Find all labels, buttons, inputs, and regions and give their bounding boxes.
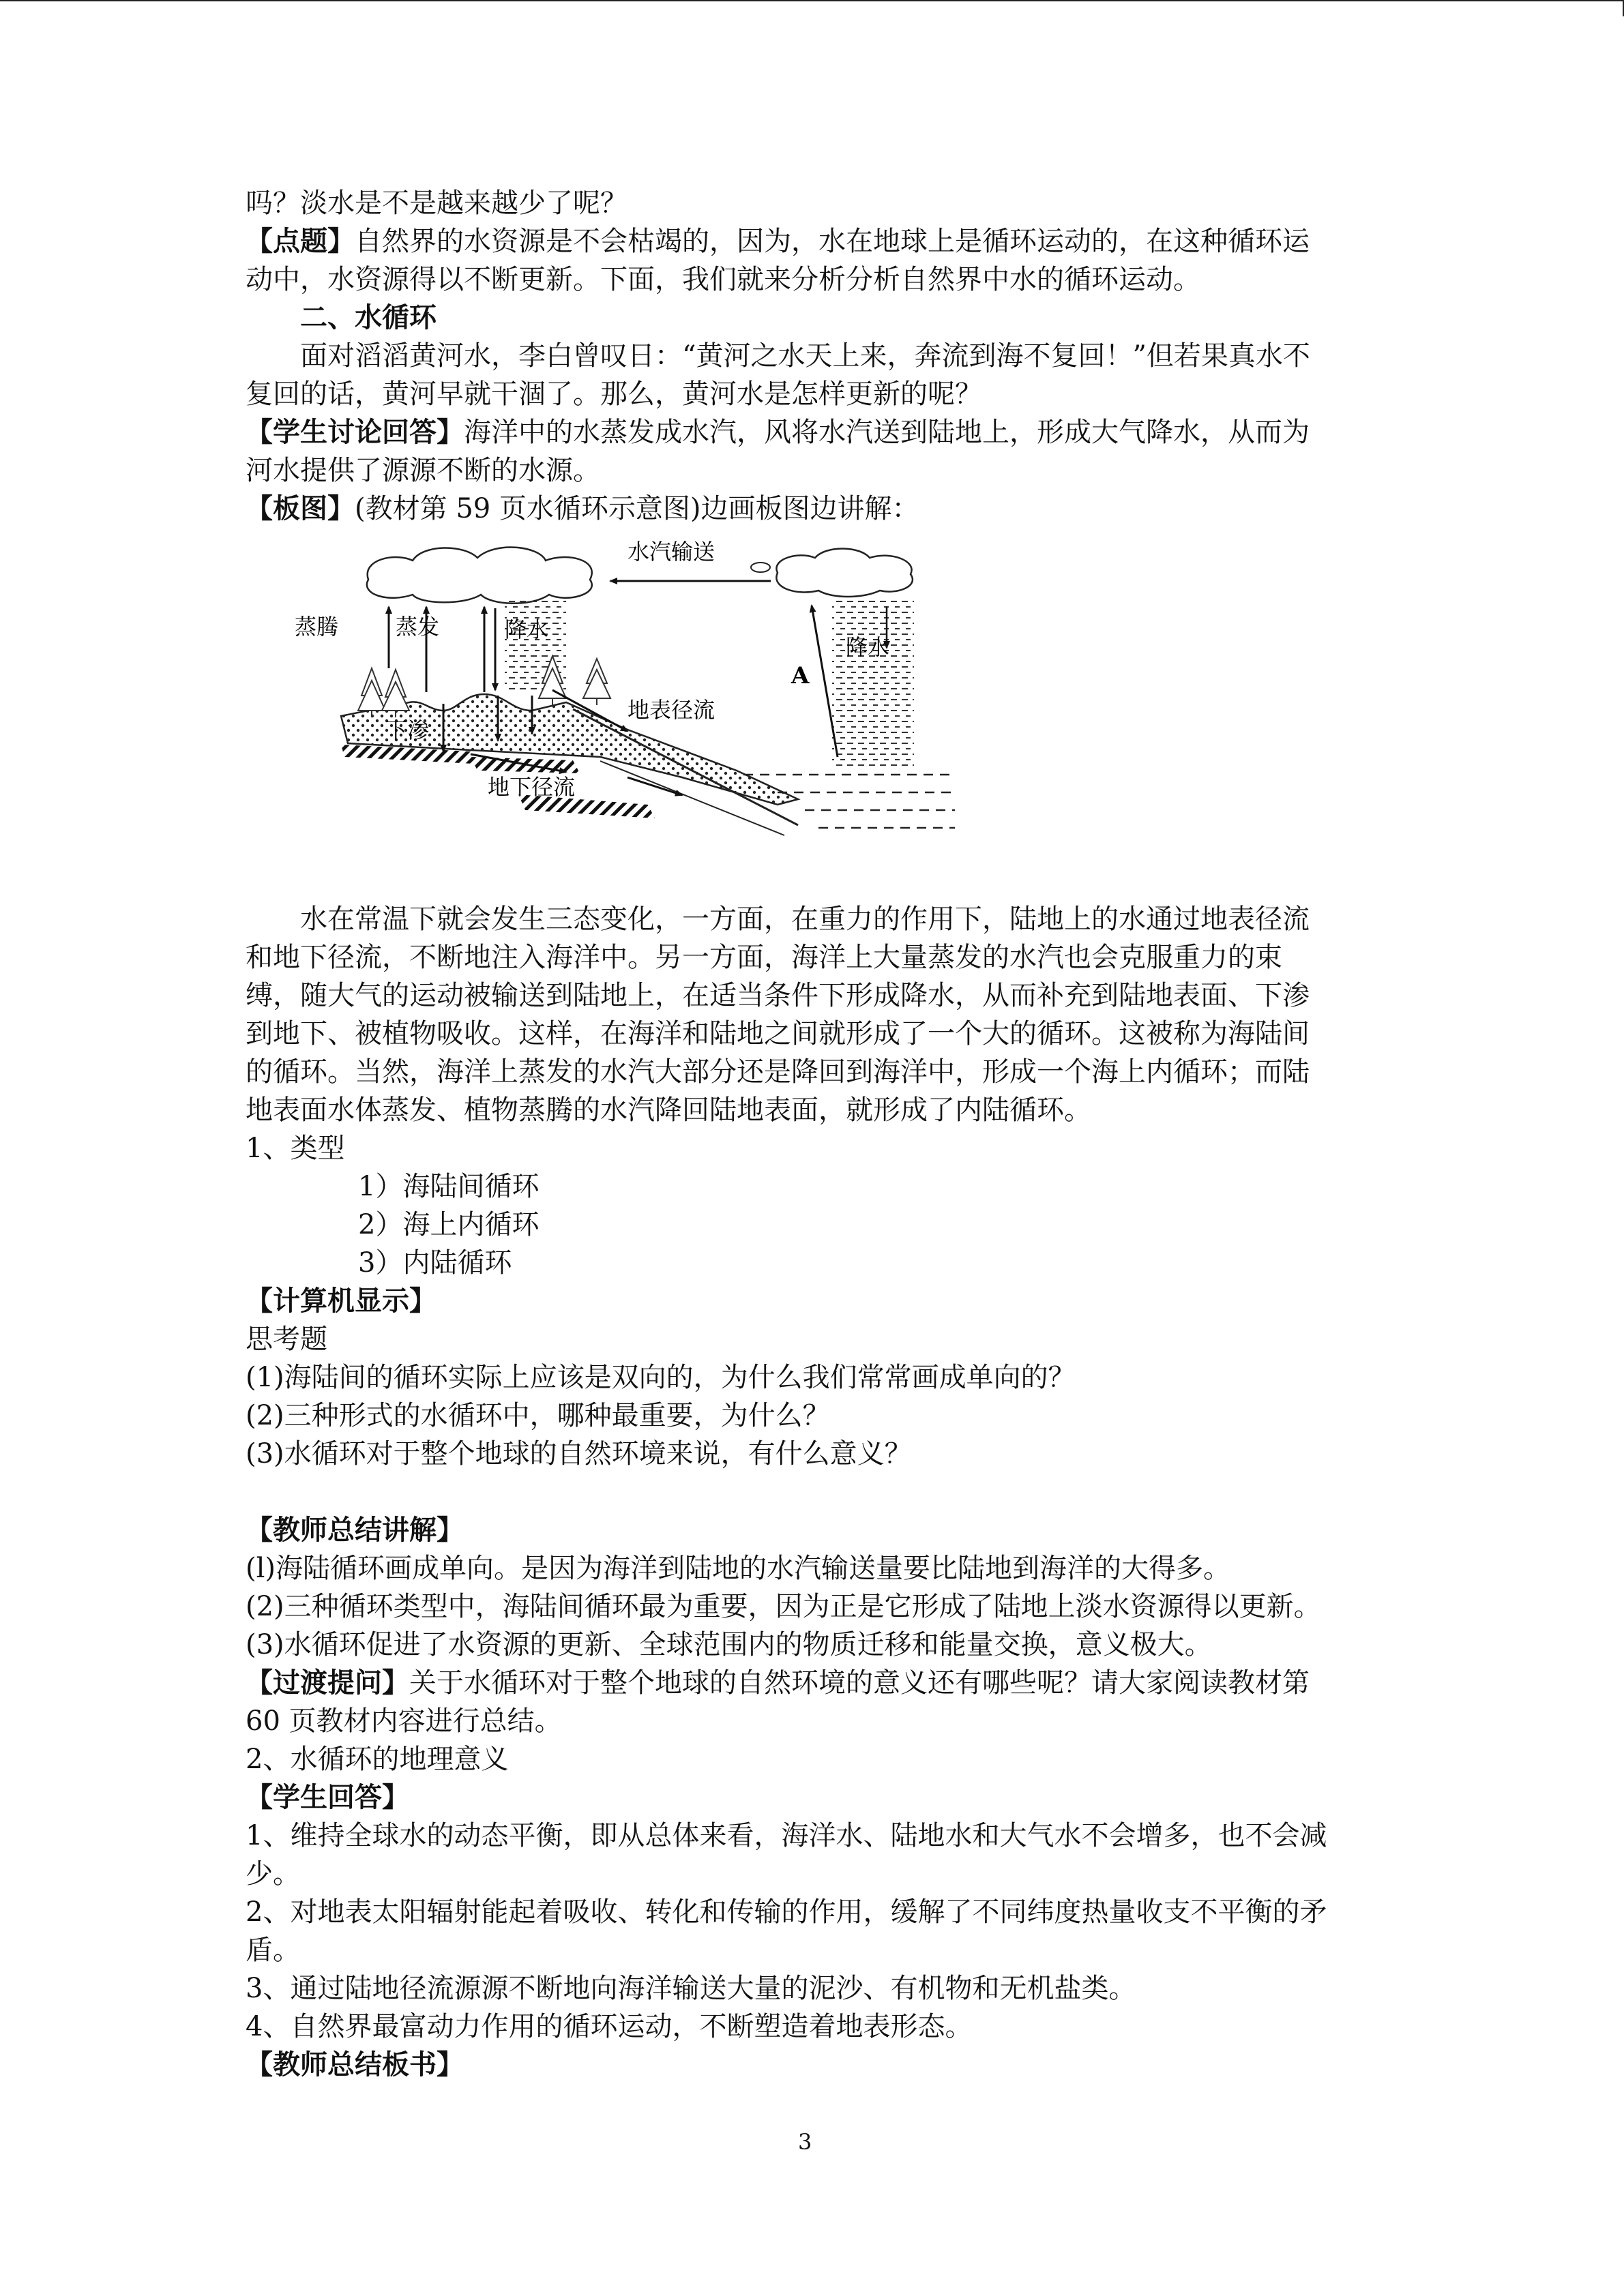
text-span: (教材第 59 页水循环示意图)边画板图边讲解： (355, 493, 919, 524)
water-cycle-diagram (246, 532, 1378, 886)
cloud-left (367, 548, 592, 603)
label-groundwater-runoff: 地下径流 (488, 774, 576, 800)
text-span: 海洋中的水蒸发成水汽，风将水汽送到陆地上，形成大气降水，从而为 (464, 417, 1310, 448)
text-line: 复回的话，黄河早就干涸了。那么，黄河水是怎样更新的呢？ (246, 378, 982, 410)
text-line: 60 页教材内容进行总结。 (246, 1705, 562, 1737)
text-span: 自然界的水资源是不会枯竭的，因为，水在地球上是循环运动的，在这种循环运 (355, 226, 1310, 257)
section-tag: 【点题】 (246, 225, 355, 257)
text-line: 地表面水体蒸发、植物蒸腾的水汽降回陆地表面，就形成了内陆循环。 (246, 1094, 1091, 1126)
answer-line: 1、维持全球水的动态平衡，即从总体来看，海洋水、陆地水和大气水不会增多，也不会减 (246, 1820, 1327, 1851)
section-tag: 【学生讨论回答】 (246, 416, 464, 448)
text-line: 和地下径流，不断地注入海洋中。另一方面，海洋上大量蒸发的水汽也会克服重力的束 (246, 942, 1282, 973)
section-tag: 【计算机显示】 (246, 1285, 437, 1317)
spacer (246, 1473, 1378, 1511)
section-tag: 【教师总结板书】 (246, 2048, 464, 2081)
section-tag: 【教师总结讲解】 (246, 1514, 464, 1546)
text-line (246, 490, 1378, 528)
text-line: 吗？淡水是不是越来越少了呢？ (246, 188, 628, 219)
document-body (246, 184, 1378, 2084)
question-item: (2)三种形式的水循环中，哪种最重要，为什么？ (246, 1400, 830, 1431)
answer-line: 4、自然界最富动力作用的循环运动，不断塑造着地表形态。 (246, 2011, 973, 2042)
text-line: 缚，随大气的运动被输送到陆地上，在适当条件下形成降水，从而补充到陆地表面、下渗 (246, 980, 1310, 1011)
question-item: (3)水循环对于整个地球的自然环境来说，有什么意义？ (246, 1438, 912, 1470)
answer-line: 3、通过陆地径流源源不断地向海洋输送大量的泥沙、有机物和无机盐类。 (246, 1973, 1136, 2004)
label-precip-sea: 降水 (846, 634, 890, 660)
text-line (246, 1664, 1378, 1702)
section-tag: 【过渡提问】 (246, 1667, 409, 1699)
groundwater-runoff-arrow-2 (628, 777, 682, 795)
section-heading: 二、水循环 (300, 301, 437, 333)
label-evaporation: 蒸发 (396, 614, 440, 640)
label-infiltration: 下渗 (385, 717, 430, 743)
label-transpiration: 蒸腾 (295, 614, 339, 640)
text-line: 到地下、被植物吸收。这样，在海洋和陆地之间就形成了一个大的循环。这被称为海陆间 (246, 1018, 1310, 1049)
text-line: 面对滔滔黄河水，李白曾叹日：“黄河之水天上来，奔流到海不复回！”但若果真水不 (300, 340, 1310, 372)
text-span: 关于水循环对于整个地球的自然环境的意义还有哪些呢？请大家阅读教材第 (409, 1667, 1310, 1699)
section-tag: 【板图】 (246, 492, 355, 524)
label-vapor-transport: 水汽输送 (628, 539, 715, 565)
section-tag: 【学生回答】 (246, 1781, 409, 1813)
list-item: 1）海陆间循环 (358, 1171, 540, 1202)
rain-sea (832, 599, 914, 769)
small-cloud (751, 563, 770, 572)
water-cycle-svg (246, 532, 1378, 886)
text-line (246, 222, 1378, 260)
text-line: 的循环。当然，海洋上蒸发的水汽大部分还是降回到海洋中，形成一个海上内循环；而陆 (246, 1056, 1310, 1088)
label-precip-land: 降水 (505, 616, 549, 642)
cloud-right (776, 549, 913, 597)
question-item: (1)海陆间的循环实际上应该是双向的，为什么我们常常画成单向的？ (246, 1362, 1076, 1393)
text-line: 水在常温下就会发生三态变化，一方面，在重力的作用下，陆地上的水通过地表径流 (300, 904, 1310, 935)
summary-item: (l)海陆循环画成单向。是因为海洋到陆地的水汽输送量要比陆地到海洋的大得多。 (246, 1553, 1231, 1584)
types-title: 1、类型 (246, 1133, 345, 1164)
significance-title: 2、水循环的地理意义 (246, 1744, 509, 1775)
text-line: 动中，水资源得以不断更新。下面，我们就来分析分析自然界中水的循环运动。 (246, 264, 1200, 295)
text-line: 河水提供了源源不断的水源。 (246, 455, 600, 486)
answer-line: 少。 (246, 1858, 300, 1890)
summary-item: (2)三种循环类型中，海陆间循环最为重要，因为正是它形成了陆地上淡水资源得以更新。 (246, 1591, 1321, 1622)
summary-item: (3)水循环促进了水资源的更新、全球范围内的物质迁移和能量交换，意义极大。 (246, 1629, 1212, 1660)
text-line (246, 413, 1378, 451)
list-item: 3）内陆循环 (358, 1247, 512, 1279)
answer-line: 盾。 (246, 1935, 300, 1966)
label-marker-a: A (791, 662, 810, 689)
page-number: 3 (798, 2129, 812, 2155)
label-surface-runoff: 地表径流 (628, 697, 715, 723)
answer-line: 2、对地表太阳辐射能起着吸收、转化和传输的作用，缓解了不同纬度热量收支不平衡的矛 (246, 1896, 1327, 1928)
page-top-border (0, 0, 1624, 1)
subtitle: 思考题 (246, 1324, 327, 1355)
list-item: 2）海上内循环 (358, 1209, 540, 1240)
